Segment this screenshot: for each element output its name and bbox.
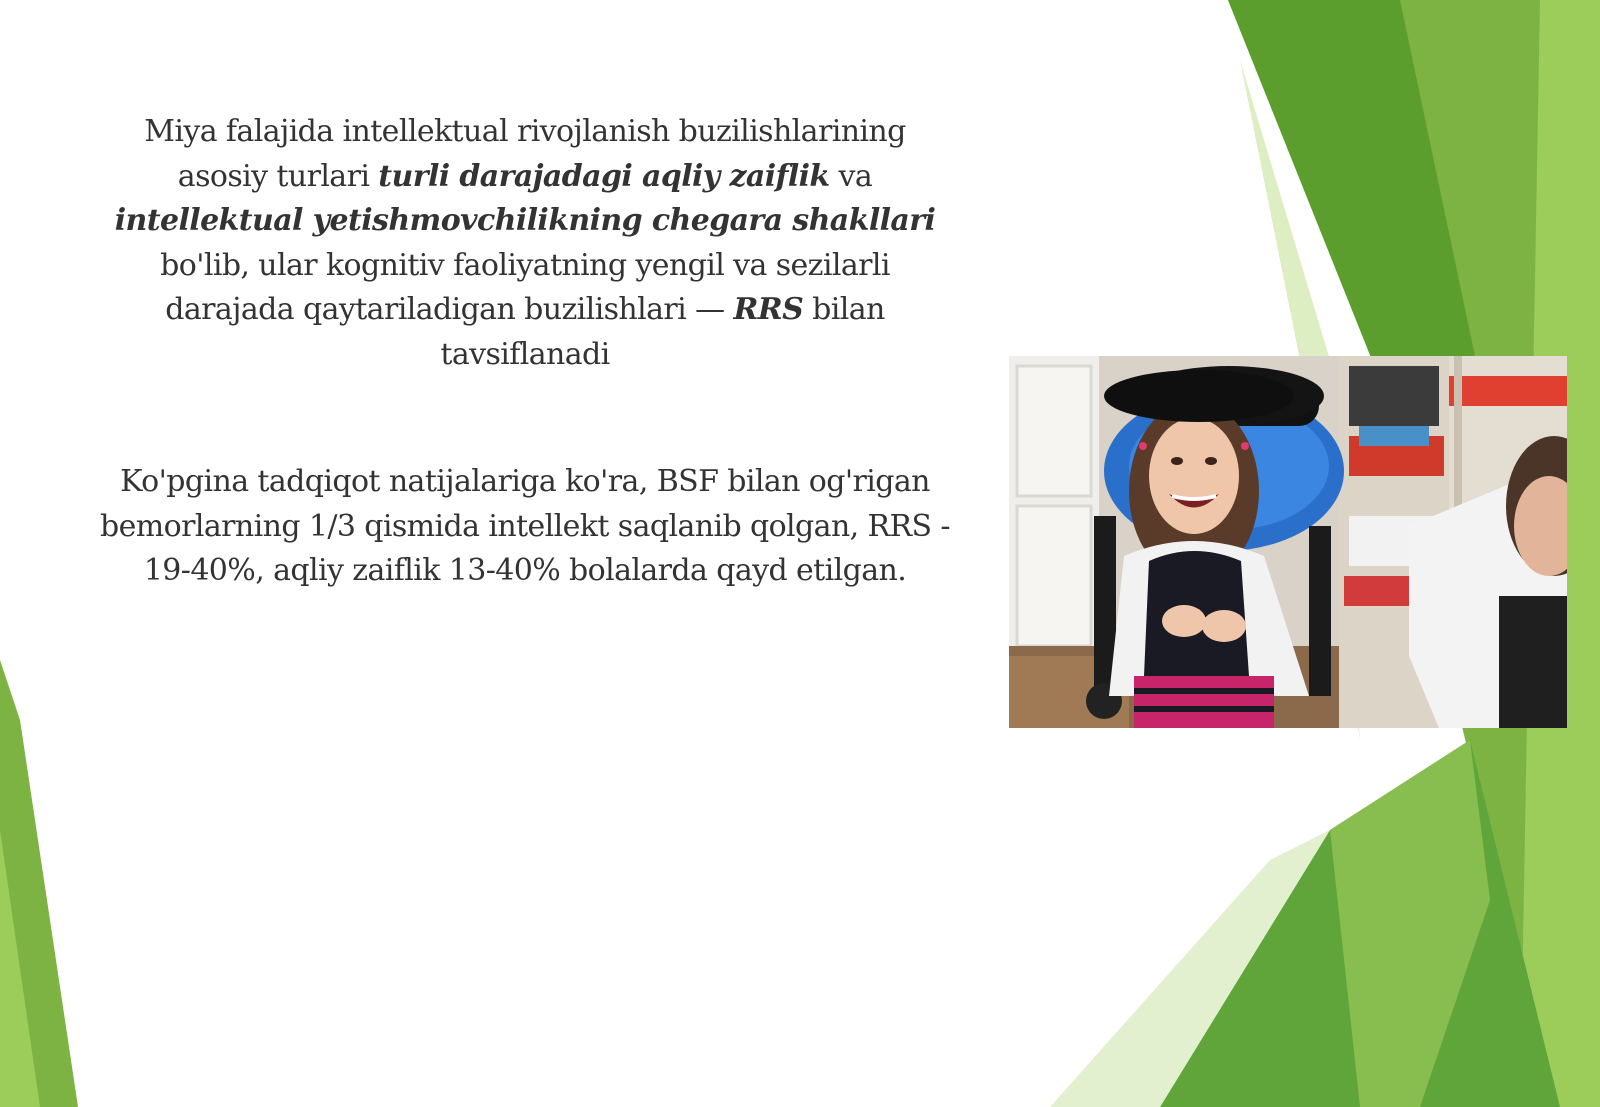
para1-emphasis-1: turli darajadagi aqliy zaiflik [378, 158, 830, 194]
girl-skirt [1134, 676, 1274, 728]
para1-text-4: bilan tavsiflanadi [440, 292, 885, 372]
photo-girl-wheelchair [1009, 356, 1567, 728]
para1-emphasis-3: RRS [733, 292, 804, 327]
paragraph-research-statistics: Ko'pgina tadqiqot natijalariga ko'ra, BSF bilan og'rigan bemorlarning 1/3 qismida intellekt saqlanib qolgan, RRS - 19-40%, aqliy zaiflik 13-40% bolalarda qayd etilgan. [100, 464, 950, 588]
para1-text-2: va [829, 158, 873, 194]
girl-face [1149, 418, 1239, 534]
paragraph-intellectual-disorders [95, 110, 955, 377]
para1-text-3: bo'lib, ular kognitiv faoliyatning yengil va sezilarli darajada qaytariladigan buzilishlari — [160, 247, 890, 327]
para1-emphasis-2: intellektual yetishmovchilikning chegara shakllari [114, 203, 936, 238]
girl-hat [1104, 370, 1294, 422]
para1-text-1: Miya falajida intellektual rivojlanish buzilishlarining asosiy turlari [144, 114, 906, 194]
